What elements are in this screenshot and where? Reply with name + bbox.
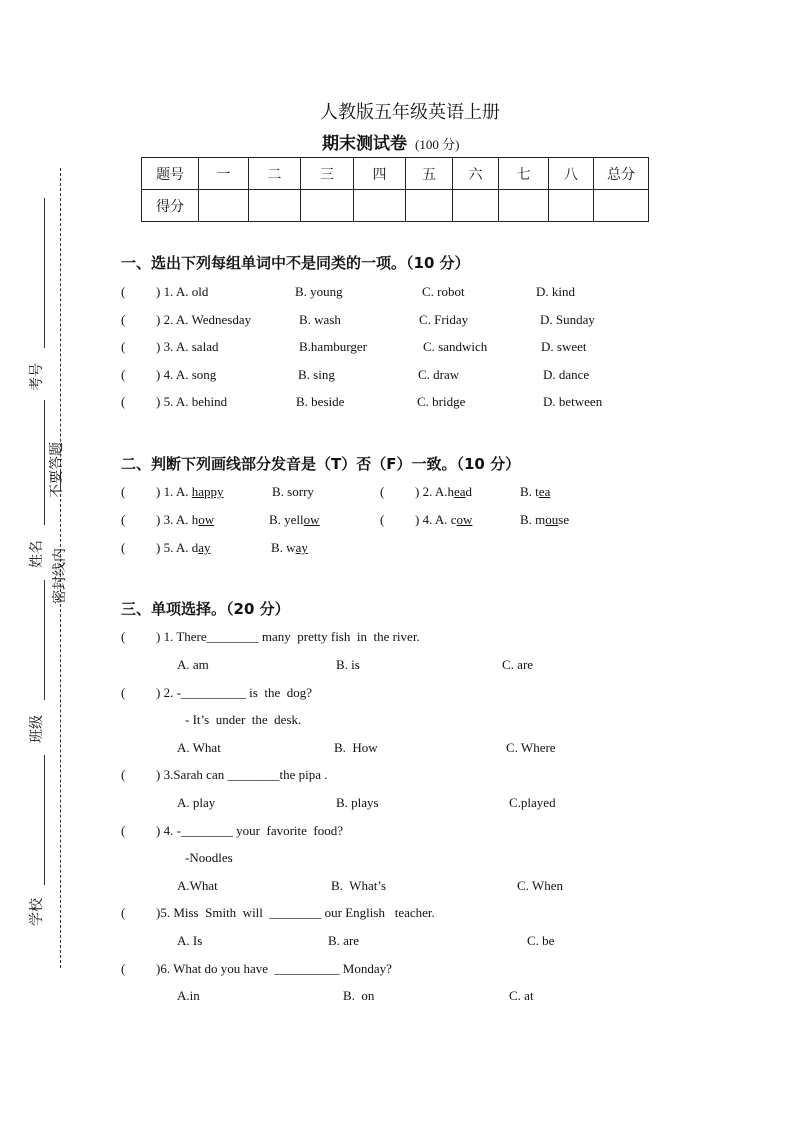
- answer-paren: (: [121, 284, 126, 299]
- option-d: D. Sunday: [540, 312, 595, 327]
- option-d: D. between: [543, 394, 603, 409]
- line-name: [44, 400, 45, 525]
- line-school: [44, 755, 45, 885]
- score-cell-7: 七: [499, 158, 549, 190]
- score-table: [141, 157, 649, 222]
- section3-q4-stem: ) 4. -________ your favorite food?: [156, 823, 344, 838]
- answer-paren: (: [121, 767, 126, 782]
- label-school: 学校: [29, 898, 45, 926]
- score-cell-4: 四: [354, 158, 406, 190]
- score-cell-3: 三: [301, 158, 354, 190]
- section2-q1-a: ) 1. A. happy: [156, 484, 224, 499]
- answer-paren: (: [121, 367, 126, 382]
- line-class: [44, 580, 45, 700]
- score-cell-6: 六: [453, 158, 499, 190]
- section3-q1-option-a: A. am: [177, 657, 209, 672]
- answer-paren: (: [121, 540, 126, 555]
- section2-heading: 二、判断下列画线部分发音是（T）否（F）一致。（10 分）: [121, 455, 521, 473]
- question-text: ) 1. A. old: [156, 284, 209, 299]
- score-input-5[interactable]: [406, 190, 453, 222]
- line-exam-no: [44, 198, 45, 348]
- score-input-total[interactable]: [594, 190, 649, 222]
- question-text: ) 4. A. song: [156, 367, 217, 382]
- section3-q1-option-b: B. is: [336, 657, 360, 672]
- answer-paren: (: [121, 512, 126, 527]
- section3-q3-option-c: C.played: [509, 795, 556, 810]
- label-exam-no: 考号: [29, 363, 45, 391]
- page-title: 人教版五年级英语上册: [320, 102, 500, 123]
- answer-paren: (: [121, 629, 126, 644]
- section3-q2-reply: - It’s under the desk.: [185, 712, 302, 727]
- section3-q3-stem: ) 3.Sarah can ________the pipa .: [156, 767, 328, 782]
- option-b: B. beside: [296, 394, 345, 409]
- answer-paren: (: [121, 905, 126, 920]
- section3-q2-option-c: C. Where: [506, 740, 556, 755]
- section3-q4-option-b: B. What’s: [331, 878, 387, 893]
- section1-heading: 一、选出下列每组单词中不是同类的一项。（10 分）: [121, 254, 470, 272]
- section3-q1-stem: ) 1. There________ many pretty fish in the river.: [156, 629, 420, 644]
- option-c: C. bridge: [417, 394, 466, 409]
- section3-heading: 三、单项选择。（20 分）: [121, 600, 290, 618]
- page-subtitle-row: [322, 129, 459, 154]
- option-c: C. sandwich: [423, 339, 488, 354]
- section2-q4-a: ) 4. A. cow: [415, 512, 473, 527]
- label-class: 班级: [29, 715, 45, 743]
- section2-q5-a: ) 5. A. day: [156, 540, 211, 555]
- section3-q5-stem: )5. Miss Smith will ________ our English teacher.: [156, 905, 435, 920]
- score-input-6[interactable]: [453, 190, 499, 222]
- section3-q6-option-b: B. on: [343, 988, 375, 1003]
- section3-q6-stem: )6. What do you have __________ Monday?: [156, 961, 392, 976]
- section3-q6-option-a: A.in: [177, 988, 200, 1003]
- score-input-8[interactable]: [549, 190, 594, 222]
- section3-q2-option-b: B. How: [334, 740, 378, 755]
- total-score: (100 分): [415, 137, 460, 152]
- question-text: ) 2. A. Wednesday: [156, 312, 252, 327]
- section2-q2-a: ) 2. A.head: [415, 484, 473, 499]
- answer-paren: (: [380, 484, 385, 499]
- section3-q4-option-a: A.What: [177, 878, 218, 893]
- answer-paren: (: [380, 512, 385, 527]
- label-inside-line: 密封线内: [52, 548, 68, 604]
- option-d: D. sweet: [541, 339, 587, 354]
- option-b: B. wash: [299, 312, 341, 327]
- score-table-header-row: [142, 158, 649, 190]
- section3-q1-option-c: C. are: [502, 657, 534, 672]
- answer-paren: (: [121, 312, 126, 327]
- section3-q5-option-c: C. be: [527, 933, 555, 948]
- section2-q3-b: B. yellow: [269, 512, 320, 527]
- score-input-1[interactable]: [199, 190, 249, 222]
- section3-q3-option-b: B. plays: [336, 795, 379, 810]
- score-cell-total: 总分: [594, 158, 649, 190]
- answer-paren: (: [121, 339, 126, 354]
- answer-paren: (: [121, 961, 126, 976]
- score-cell-8: 八: [549, 158, 594, 190]
- section3-q3-option-a: A. play: [177, 795, 216, 810]
- score-row-label: 得分: [142, 190, 199, 222]
- section3-q5-option-a: A. Is: [177, 933, 203, 948]
- section2-q4-b: B. mouse: [520, 512, 570, 527]
- label-name: 姓名: [29, 540, 45, 568]
- section3-q2-option-a: A. What: [177, 740, 221, 755]
- option-c: C. Friday: [419, 312, 469, 327]
- answer-paren: (: [121, 394, 126, 409]
- section3-q2-stem: ) 2. -__________ is the dog?: [156, 685, 312, 700]
- label-no-answer: 不要答题: [49, 442, 65, 498]
- section2-q1-b: B. sorry: [272, 484, 314, 499]
- score-input-7[interactable]: [499, 190, 549, 222]
- option-d: D. dance: [543, 367, 590, 382]
- score-cell-5: 五: [406, 158, 453, 190]
- section3-q5-option-b: B. are: [328, 933, 360, 948]
- answer-paren: (: [121, 685, 126, 700]
- section3-q4-reply: -Noodles: [185, 850, 233, 865]
- score-cell-1: 一: [199, 158, 249, 190]
- page-subtitle: 期末测试卷: [322, 134, 407, 154]
- answer-paren: (: [121, 484, 126, 499]
- section2-q5-b: B. way: [271, 540, 308, 555]
- section3-q6-option-c: C. at: [509, 988, 534, 1003]
- score-cell-2: 二: [249, 158, 301, 190]
- section2-q2-b: B. tea: [520, 484, 551, 499]
- option-b: B. sing: [298, 367, 335, 382]
- answer-paren: (: [121, 823, 126, 838]
- section3-q4-option-c: C. When: [517, 878, 563, 893]
- option-c: C. robot: [422, 284, 465, 299]
- option-b: B. young: [295, 284, 343, 299]
- option-c: C. draw: [418, 367, 460, 382]
- score-input-3[interactable]: [301, 190, 354, 222]
- score-table-score-row: [142, 190, 649, 222]
- score-input-4[interactable]: [354, 190, 406, 222]
- question-text: ) 5. A. behind: [156, 394, 228, 409]
- score-input-2[interactable]: [249, 190, 301, 222]
- option-d: D. kind: [536, 284, 575, 299]
- option-b: B.hamburger: [299, 339, 367, 354]
- score-cell-label: 题号: [142, 158, 199, 190]
- question-text: ) 3. A. salad: [156, 339, 219, 354]
- section2-q3-a: ) 3. A. how: [156, 512, 215, 527]
